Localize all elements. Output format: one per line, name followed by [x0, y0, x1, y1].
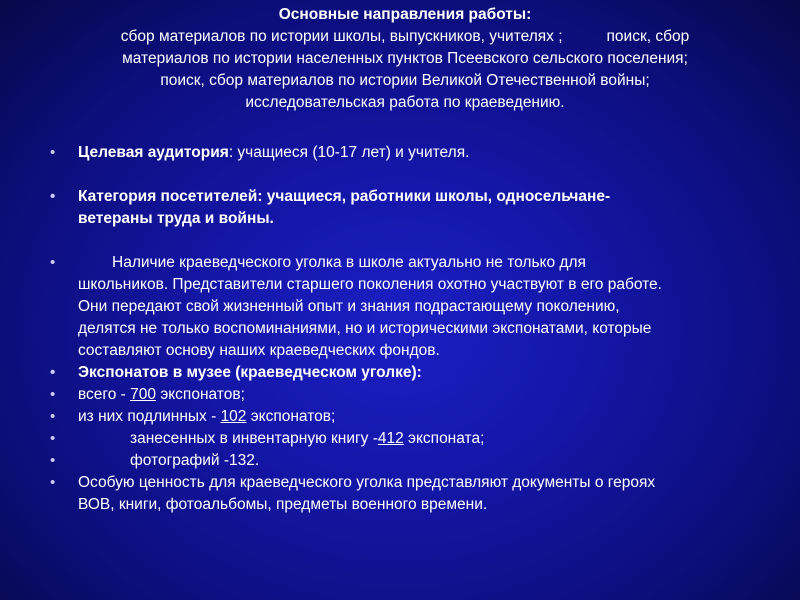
closing-line-1: • Особую ценность для краеведческого уголка представляют документы о героях	[78, 474, 656, 491]
header-line-3: поиск, сбор материалов по истории Великой Отечественной войны;	[160, 72, 650, 89]
list-item-exhibits-total	[50, 384, 770, 406]
closing-line-2: ВОВ, книги, фотоальбомы, предметы военного времени.	[78, 496, 488, 513]
list-item-exhibits-photos	[50, 450, 770, 472]
visitors-line-2: ветераны труда и войны.	[78, 210, 274, 227]
original-suffix: экспонатов;	[246, 408, 336, 425]
total-prefix: всего -	[78, 386, 131, 403]
paragraph-line-3: Они передают свой жизненный опыт и знания подрастающему поколению,	[78, 298, 620, 315]
header-line-1-b: поиск, сбор	[606, 28, 690, 45]
list-item-visitors	[50, 186, 770, 230]
inventory-value: 412	[377, 430, 404, 447]
total-value: 700	[130, 386, 157, 403]
paragraph-line-2: школьников. Представители старшего поколения охотно участвуют в его работе.	[78, 276, 662, 293]
header-line-4: исследовательская работа по краеведению.	[245, 94, 565, 111]
header-line-2: материалов по истории населенных пунктов Псеевского сельского поселения;	[122, 50, 688, 67]
paragraph-line-1	[78, 252, 770, 274]
header-title: Основные направления работы:	[278, 6, 532, 23]
header-line-1-a: сбор материалов по истории школы, выпускников, учителях ;	[120, 28, 563, 45]
list-item-paragraph	[50, 252, 770, 362]
list-item-exhibits-original	[50, 406, 770, 428]
visitors-line-1: • Категория посетителей: учащиеся, работники школы, односельчане-	[78, 188, 611, 205]
original-prefix: из них подлинных -	[78, 408, 221, 425]
list-item-closing	[50, 472, 770, 516]
header-line-1	[60, 26, 750, 48]
paragraph-line-4: делятся не только воспоминаниями, но и историческими экспонатами, которые	[78, 320, 652, 337]
bullet-list	[50, 142, 770, 516]
list-item-exhibits-inventory	[50, 428, 770, 450]
list-item-audience	[50, 142, 770, 164]
photos-text: фотографий -132.	[130, 452, 260, 469]
original-value: 102	[220, 408, 247, 425]
paragraph-line-1-text: Наличие краеведческого уголка в школе актуально не только для	[112, 254, 586, 271]
total-suffix: экспонатов;	[156, 386, 245, 403]
audience-text: : учащиеся (10-17 лет) и учителя.	[228, 144, 470, 161]
list-item-exhibits-heading: • Экспонатов в музее (краеведческом уголке):	[50, 362, 770, 384]
inventory-suffix: экспоната;	[403, 430, 485, 447]
inventory-prefix: занесенных в инвентарную книгу -	[130, 430, 378, 447]
audience-label: Целевая аудитория	[78, 144, 229, 161]
slide-header	[60, 4, 750, 114]
paragraph-line-5: составляют основу наших краеведческих фондов.	[78, 342, 440, 359]
